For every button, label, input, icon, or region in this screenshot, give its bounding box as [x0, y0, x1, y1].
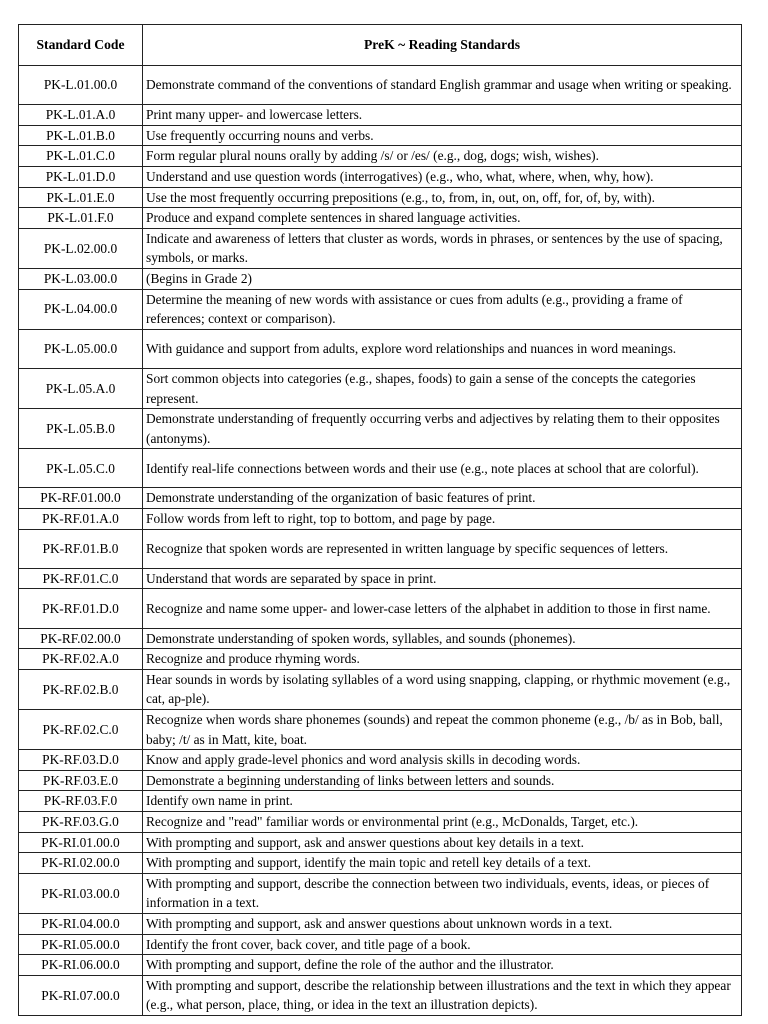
standard-description-cell: Follow words from left to right, top to bottom, and page by page. — [143, 509, 742, 530]
standard-description-cell: Print many upper- and lowercase letters. — [143, 105, 742, 126]
standard-code-cell: PK-RI.01.00.0 — [19, 832, 143, 853]
table-row — [19, 669, 742, 709]
standard-description-cell: Demonstrate understanding of frequently occurring verbs and adjectives by relating them to their opposites (antonyms). — [143, 409, 742, 449]
standard-description-cell: Identify the front cover, back cover, and title page of a book. — [143, 934, 742, 955]
standard-code-cell: PK-L.01.00.0 — [19, 66, 143, 105]
standard-description-cell: Use frequently occurring nouns and verbs. — [143, 125, 742, 146]
table-row — [19, 770, 742, 791]
standard-description-cell: Recognize and name some upper- and lower-case letters of the alphabet in addition to those in first name. — [143, 589, 742, 628]
standard-code-cell: PK-L.02.00.0 — [19, 228, 143, 268]
table-row — [19, 955, 742, 976]
standard-code-cell: PK-RF.01.A.0 — [19, 509, 143, 530]
table-row — [19, 529, 742, 568]
standard-description-cell: Demonstrate understanding of the organization of basic features of print. — [143, 488, 742, 509]
table-row — [19, 791, 742, 812]
table-row — [19, 509, 742, 530]
table-row — [19, 710, 742, 750]
standard-description-cell: Recognize and "read" familiar words or environmental print (e.g., McDonalds, Target, etc.). — [143, 811, 742, 832]
standard-description-cell: Understand that words are separated by space in print. — [143, 568, 742, 589]
standard-description-cell: Hear sounds in words by isolating syllables of a word using snapping, clapping, or rhythmic movement (e.g., cat, ap-ple). — [143, 669, 742, 709]
standard-description-cell: Identify own name in print. — [143, 791, 742, 812]
table-row — [19, 873, 742, 913]
standard-code-cell: PK-RF.01.B.0 — [19, 529, 143, 568]
standard-code-cell: PK-RI.07.00.0 — [19, 975, 143, 1015]
standards-table — [18, 24, 742, 1016]
standard-code-cell: PK-RF.01.C.0 — [19, 568, 143, 589]
standard-code-cell: PK-L.03.00.0 — [19, 268, 143, 289]
standard-description-cell: With guidance and support from adults, explore word relationships and nuances in word meanings. — [143, 329, 742, 368]
standard-description-cell: Understand and use question words (interrogatives) (e.g., who, what, where, when, why, how). — [143, 166, 742, 187]
standard-code-cell: PK-L.01.C.0 — [19, 146, 143, 167]
standard-code-cell: PK-L.05.A.0 — [19, 368, 143, 408]
standard-code-cell: PK-L.01.F.0 — [19, 208, 143, 229]
standard-code-cell: PK-L.04.00.0 — [19, 289, 143, 329]
standard-code-cell: PK-L.05.00.0 — [19, 329, 143, 368]
standard-code-cell: PK-L.01.A.0 — [19, 105, 143, 126]
standard-description-cell: Recognize and produce rhyming words. — [143, 649, 742, 670]
header-standard-code: Standard Code — [19, 25, 143, 66]
standard-code-cell: PK-RF.03.F.0 — [19, 791, 143, 812]
table-header-row — [19, 25, 742, 66]
standard-code-cell: PK-RI.02.00.0 — [19, 853, 143, 874]
table-row — [19, 811, 742, 832]
standard-description-cell: Form regular plural nouns orally by adding /s/ or /es/ (e.g., dog, dogs; wish, wishes). — [143, 146, 742, 167]
standard-description-cell: Recognize that spoken words are represented in written language by specific sequences of letters. — [143, 529, 742, 568]
table-row — [19, 105, 742, 126]
table-row — [19, 187, 742, 208]
standard-description-cell: With prompting and support, describe the relationship between illustrations and the text in which they appear (e.g., what person, place, thing, or idea in the text an illustration depicts). — [143, 975, 742, 1015]
table-row — [19, 934, 742, 955]
standard-code-cell: PK-L.05.B.0 — [19, 409, 143, 449]
table-row — [19, 208, 742, 229]
table-row — [19, 568, 742, 589]
table-row — [19, 66, 742, 105]
standard-code-cell: PK-RF.03.D.0 — [19, 750, 143, 771]
table-row — [19, 146, 742, 167]
standard-description-cell: Produce and expand complete sentences in shared language activities. — [143, 208, 742, 229]
standard-code-cell: PK-RF.01.D.0 — [19, 589, 143, 628]
standard-description-cell: Recognize when words share phonemes (sounds) and repeat the common phoneme (e.g., /b/ as in Bob, ball, baby; /t/ as in Matt, kite, boat. — [143, 710, 742, 750]
table-row — [19, 125, 742, 146]
table-row — [19, 975, 742, 1015]
standard-code-cell: PK-RI.04.00.0 — [19, 913, 143, 934]
table-row — [19, 228, 742, 268]
standard-description-cell: Demonstrate a beginning understanding of links between letters and sounds. — [143, 770, 742, 791]
standard-description-cell: Demonstrate understanding of spoken words, syllables, and sounds (phonemes). — [143, 628, 742, 649]
standard-description-cell: Sort common objects into categories (e.g., shapes, foods) to gain a sense of the concepts the categories represent. — [143, 368, 742, 408]
standard-description-cell: With prompting and support, identify the main topic and retell key details of a text. — [143, 853, 742, 874]
table-row — [19, 409, 742, 449]
table-row — [19, 289, 742, 329]
table-row — [19, 368, 742, 408]
table-row — [19, 488, 742, 509]
table-row — [19, 832, 742, 853]
standard-description-cell: With prompting and support, define the role of the author and the illustrator. — [143, 955, 742, 976]
standard-code-cell: PK-L.01.B.0 — [19, 125, 143, 146]
table-row — [19, 166, 742, 187]
standard-description-cell: With prompting and support, describe the connection between two individuals, events, ideas, or pieces of information in a text. — [143, 873, 742, 913]
table-row — [19, 750, 742, 771]
standard-code-cell: PK-RF.01.00.0 — [19, 488, 143, 509]
document-page — [18, 24, 741, 1016]
standard-code-cell: PK-L.01.E.0 — [19, 187, 143, 208]
standard-code-cell: PK-RF.03.G.0 — [19, 811, 143, 832]
table-row — [19, 853, 742, 874]
table-row — [19, 268, 742, 289]
table-row — [19, 329, 742, 368]
standard-code-cell: PK-RI.06.00.0 — [19, 955, 143, 976]
standard-description-cell: With prompting and support, ask and answer questions about key details in a text. — [143, 832, 742, 853]
standard-code-cell: PK-RF.03.E.0 — [19, 770, 143, 791]
standard-description-cell: (Begins in Grade 2) — [143, 268, 742, 289]
standard-code-cell: PK-RF.02.00.0 — [19, 628, 143, 649]
standard-description-cell: Demonstrate command of the conventions of standard English grammar and usage when writing or speaking. — [143, 66, 742, 105]
standard-code-cell: PK-RF.02.C.0 — [19, 710, 143, 750]
standard-code-cell: PK-RI.03.00.0 — [19, 873, 143, 913]
table-row — [19, 449, 742, 488]
table-row — [19, 649, 742, 670]
standard-description-cell: With prompting and support, ask and answer questions about unknown words in a text. — [143, 913, 742, 934]
standard-description-cell: Identify real-life connections between words and their use (e.g., note places at school that are colorful). — [143, 449, 742, 488]
table-row — [19, 589, 742, 628]
header-reading-standards: PreK ~ Reading Standards — [143, 25, 742, 66]
standard-description-cell: Know and apply grade-level phonics and word analysis skills in decoding words. — [143, 750, 742, 771]
standard-code-cell: PK-L.05.C.0 — [19, 449, 143, 488]
table-row — [19, 628, 742, 649]
standard-code-cell: PK-RF.02.B.0 — [19, 669, 143, 709]
standard-code-cell: PK-RI.05.00.0 — [19, 934, 143, 955]
standard-code-cell: PK-L.01.D.0 — [19, 166, 143, 187]
standard-description-cell: Determine the meaning of new words with assistance or cues from adults (e.g., providing a frame of references; context or comparison). — [143, 289, 742, 329]
standard-code-cell: PK-RF.02.A.0 — [19, 649, 143, 670]
standard-description-cell: Use the most frequently occurring prepositions (e.g., to, from, in, out, on, off, for, of, by, with). — [143, 187, 742, 208]
standard-description-cell: Indicate and awareness of letters that cluster as words, words in phrases, or sentences by the use of spacing, symbols, or marks. — [143, 228, 742, 268]
table-body — [19, 66, 742, 1016]
table-row — [19, 913, 742, 934]
